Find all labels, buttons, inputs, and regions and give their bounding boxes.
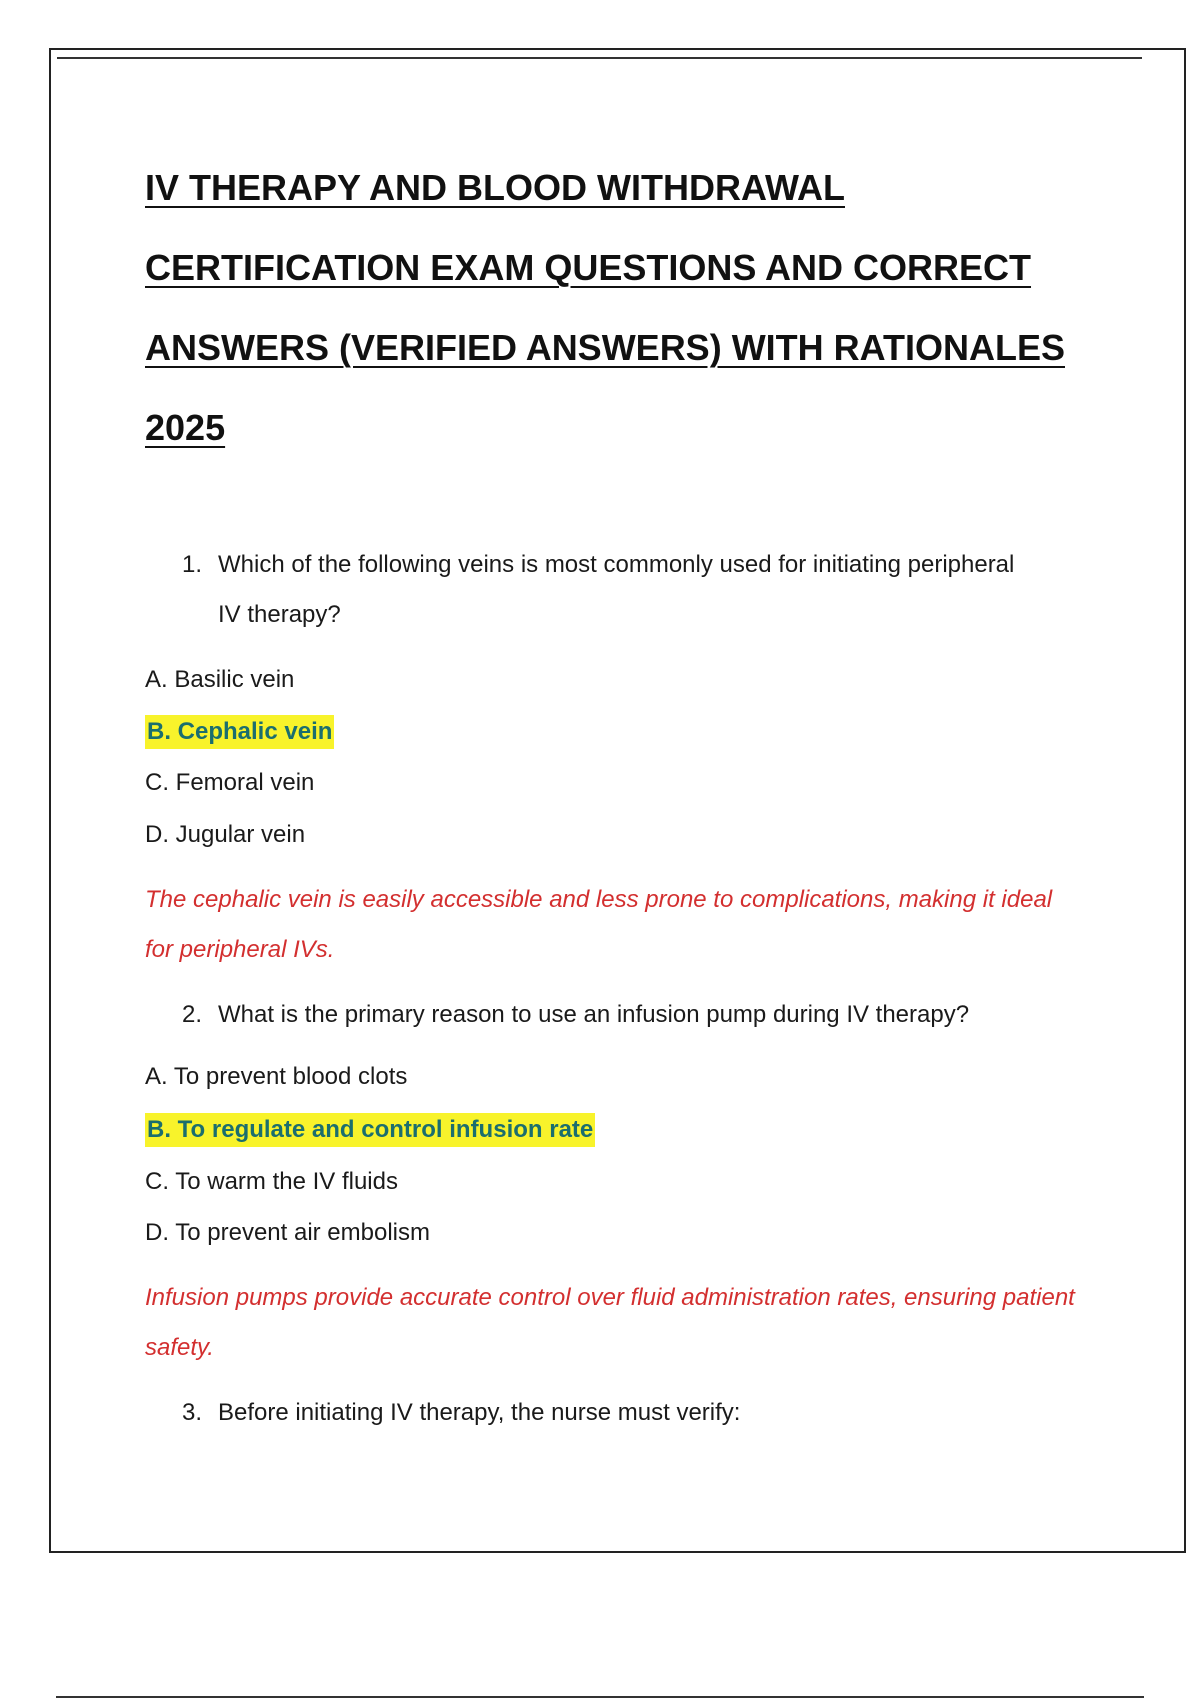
title-line-4: 2025 bbox=[145, 407, 226, 448]
question-number: 3. bbox=[182, 1399, 203, 1426]
header-rule bbox=[57, 57, 1142, 59]
question-1-option-b-correct: B. Cephalic vein bbox=[145, 715, 334, 749]
footer-rule bbox=[56, 1696, 1144, 1698]
question-3 bbox=[182, 1388, 1082, 1438]
question-2-rationale: Infusion pumps provide accurate control over fluid administration rates, ensuring patient safety. bbox=[145, 1284, 1075, 1361]
question-2-option-a: A. To prevent blood clots bbox=[145, 1063, 408, 1090]
question-1-option-c: C. Femoral vein bbox=[145, 769, 315, 796]
question-number: 2. bbox=[182, 1001, 203, 1028]
title-line-3: ANSWERS (VERIFIED ANSWERS) WITH RATIONALES bbox=[145, 327, 1065, 368]
question-text: Which of the following veins is most commonly used for initiating peripheral IV therapy? bbox=[218, 551, 1015, 628]
title-line-1: IV THERAPY AND BLOOD WITHDRAWAL bbox=[145, 167, 845, 208]
question-2-option-c: C. To warm the IV fluids bbox=[145, 1168, 398, 1195]
question-1-rationale: The cephalic vein is easily accessible and less prone to complications, making it ideal for peripheral IVs. bbox=[145, 886, 1053, 963]
question-text: What is the primary reason to use an infusion pump during IV therapy? bbox=[218, 1001, 970, 1028]
question-number: 1. bbox=[182, 551, 203, 578]
question-2 bbox=[182, 990, 1082, 1040]
question-1-option-d: D. Jugular vein bbox=[145, 821, 306, 848]
question-2-option-b-correct: B. To regulate and control infusion rate bbox=[145, 1113, 595, 1147]
question-1 bbox=[182, 540, 1082, 640]
question-text: Before initiating IV therapy, the nurse must verify: bbox=[218, 1399, 741, 1426]
document-title bbox=[145, 148, 1105, 468]
question-1-option-a: A. Basilic vein bbox=[145, 666, 295, 693]
question-2-option-d: D. To prevent air embolism bbox=[145, 1219, 430, 1246]
title-line-2: CERTIFICATION EXAM QUESTIONS AND CORRECT bbox=[145, 247, 1032, 288]
